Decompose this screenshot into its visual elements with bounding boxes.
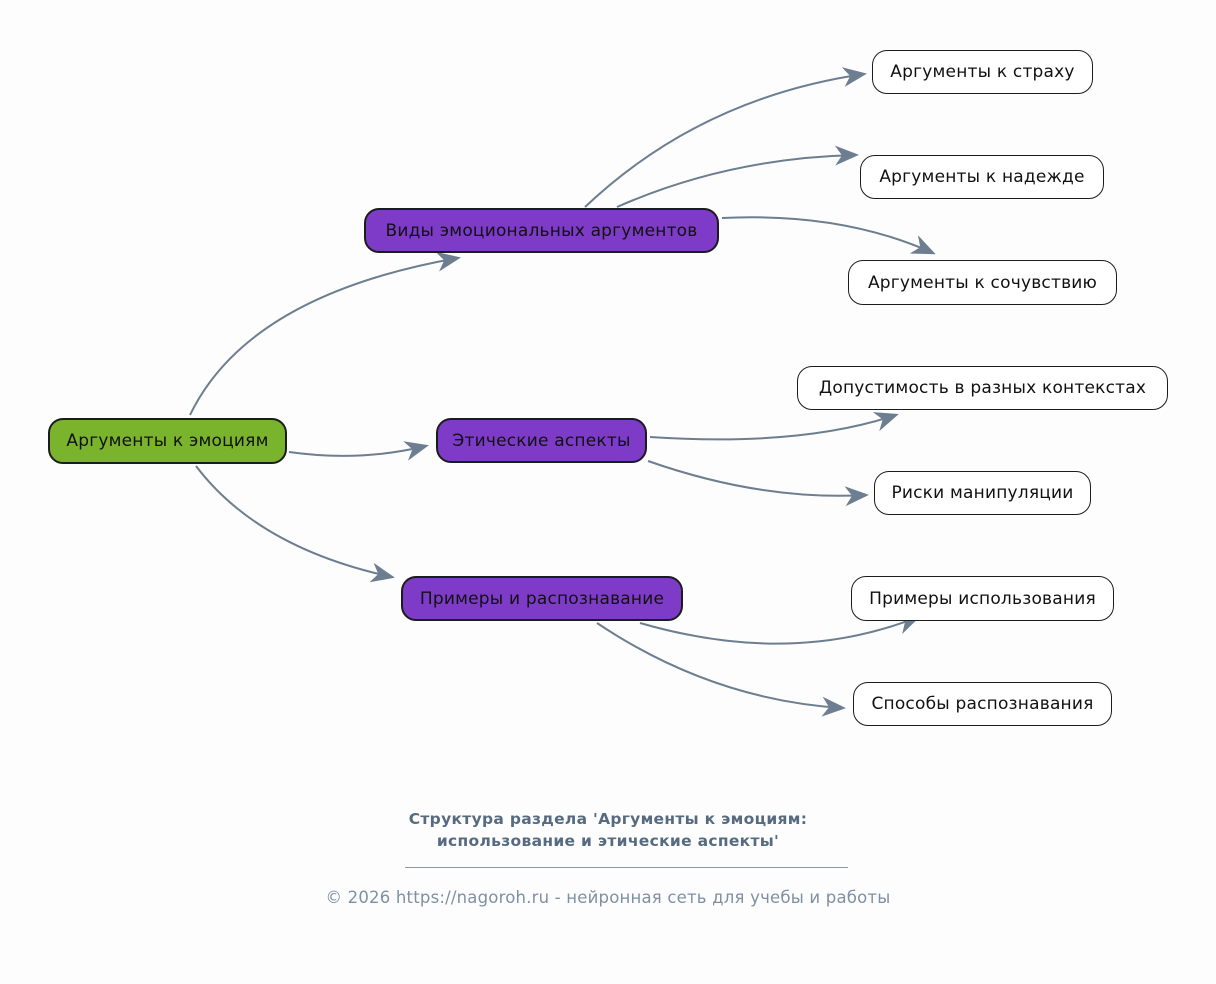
edge-root-to-ethics <box>289 446 426 456</box>
node-branch-examples-recognition: Примеры и распознавание <box>401 576 683 621</box>
node-leaf-usage-examples: Примеры использования <box>851 576 1114 621</box>
edge-root-to-examples <box>196 466 392 577</box>
node-branch-ethical-aspects: Этические аспекты <box>436 418 647 463</box>
footer-divider <box>405 867 848 868</box>
footer-copyright: © 2026 https://nagoroh.ru - нейронная сеть для учебы и работы <box>325 888 891 907</box>
edge-root-to-types <box>190 258 458 415</box>
node-root: Аргументы к эмоциям <box>48 418 287 464</box>
edge-ethics-to-risks <box>648 461 866 496</box>
edge-ethics-to-contexts <box>650 415 896 439</box>
node-branch-emotional-argument-types: Виды эмоциональных аргументов <box>364 208 719 253</box>
node-leaf-arguments-to-sympathy: Аргументы к сочувствию <box>848 260 1117 305</box>
edge-types-to-hope <box>617 155 856 207</box>
node-leaf-arguments-to-hope: Аргументы к надежде <box>860 155 1104 199</box>
diagram-title-line1: Структура раздела 'Аргументы к эмоциям: <box>408 810 808 828</box>
edge-types-to-fear <box>585 74 864 207</box>
diagram-title-line2: использование и этические аспекты' <box>436 832 780 850</box>
node-leaf-admissibility-contexts: Допустимость в разных контекстах <box>797 366 1168 410</box>
edge-examples-to-recognition <box>597 623 843 708</box>
node-leaf-recognition-methods: Способы распознавания <box>853 682 1112 726</box>
node-leaf-arguments-to-fear: Аргументы к страху <box>872 50 1093 94</box>
node-leaf-manipulation-risks: Риски манипуляции <box>874 471 1091 515</box>
edge-types-to-sympathy <box>722 217 933 253</box>
diagram-title <box>0 808 1216 852</box>
